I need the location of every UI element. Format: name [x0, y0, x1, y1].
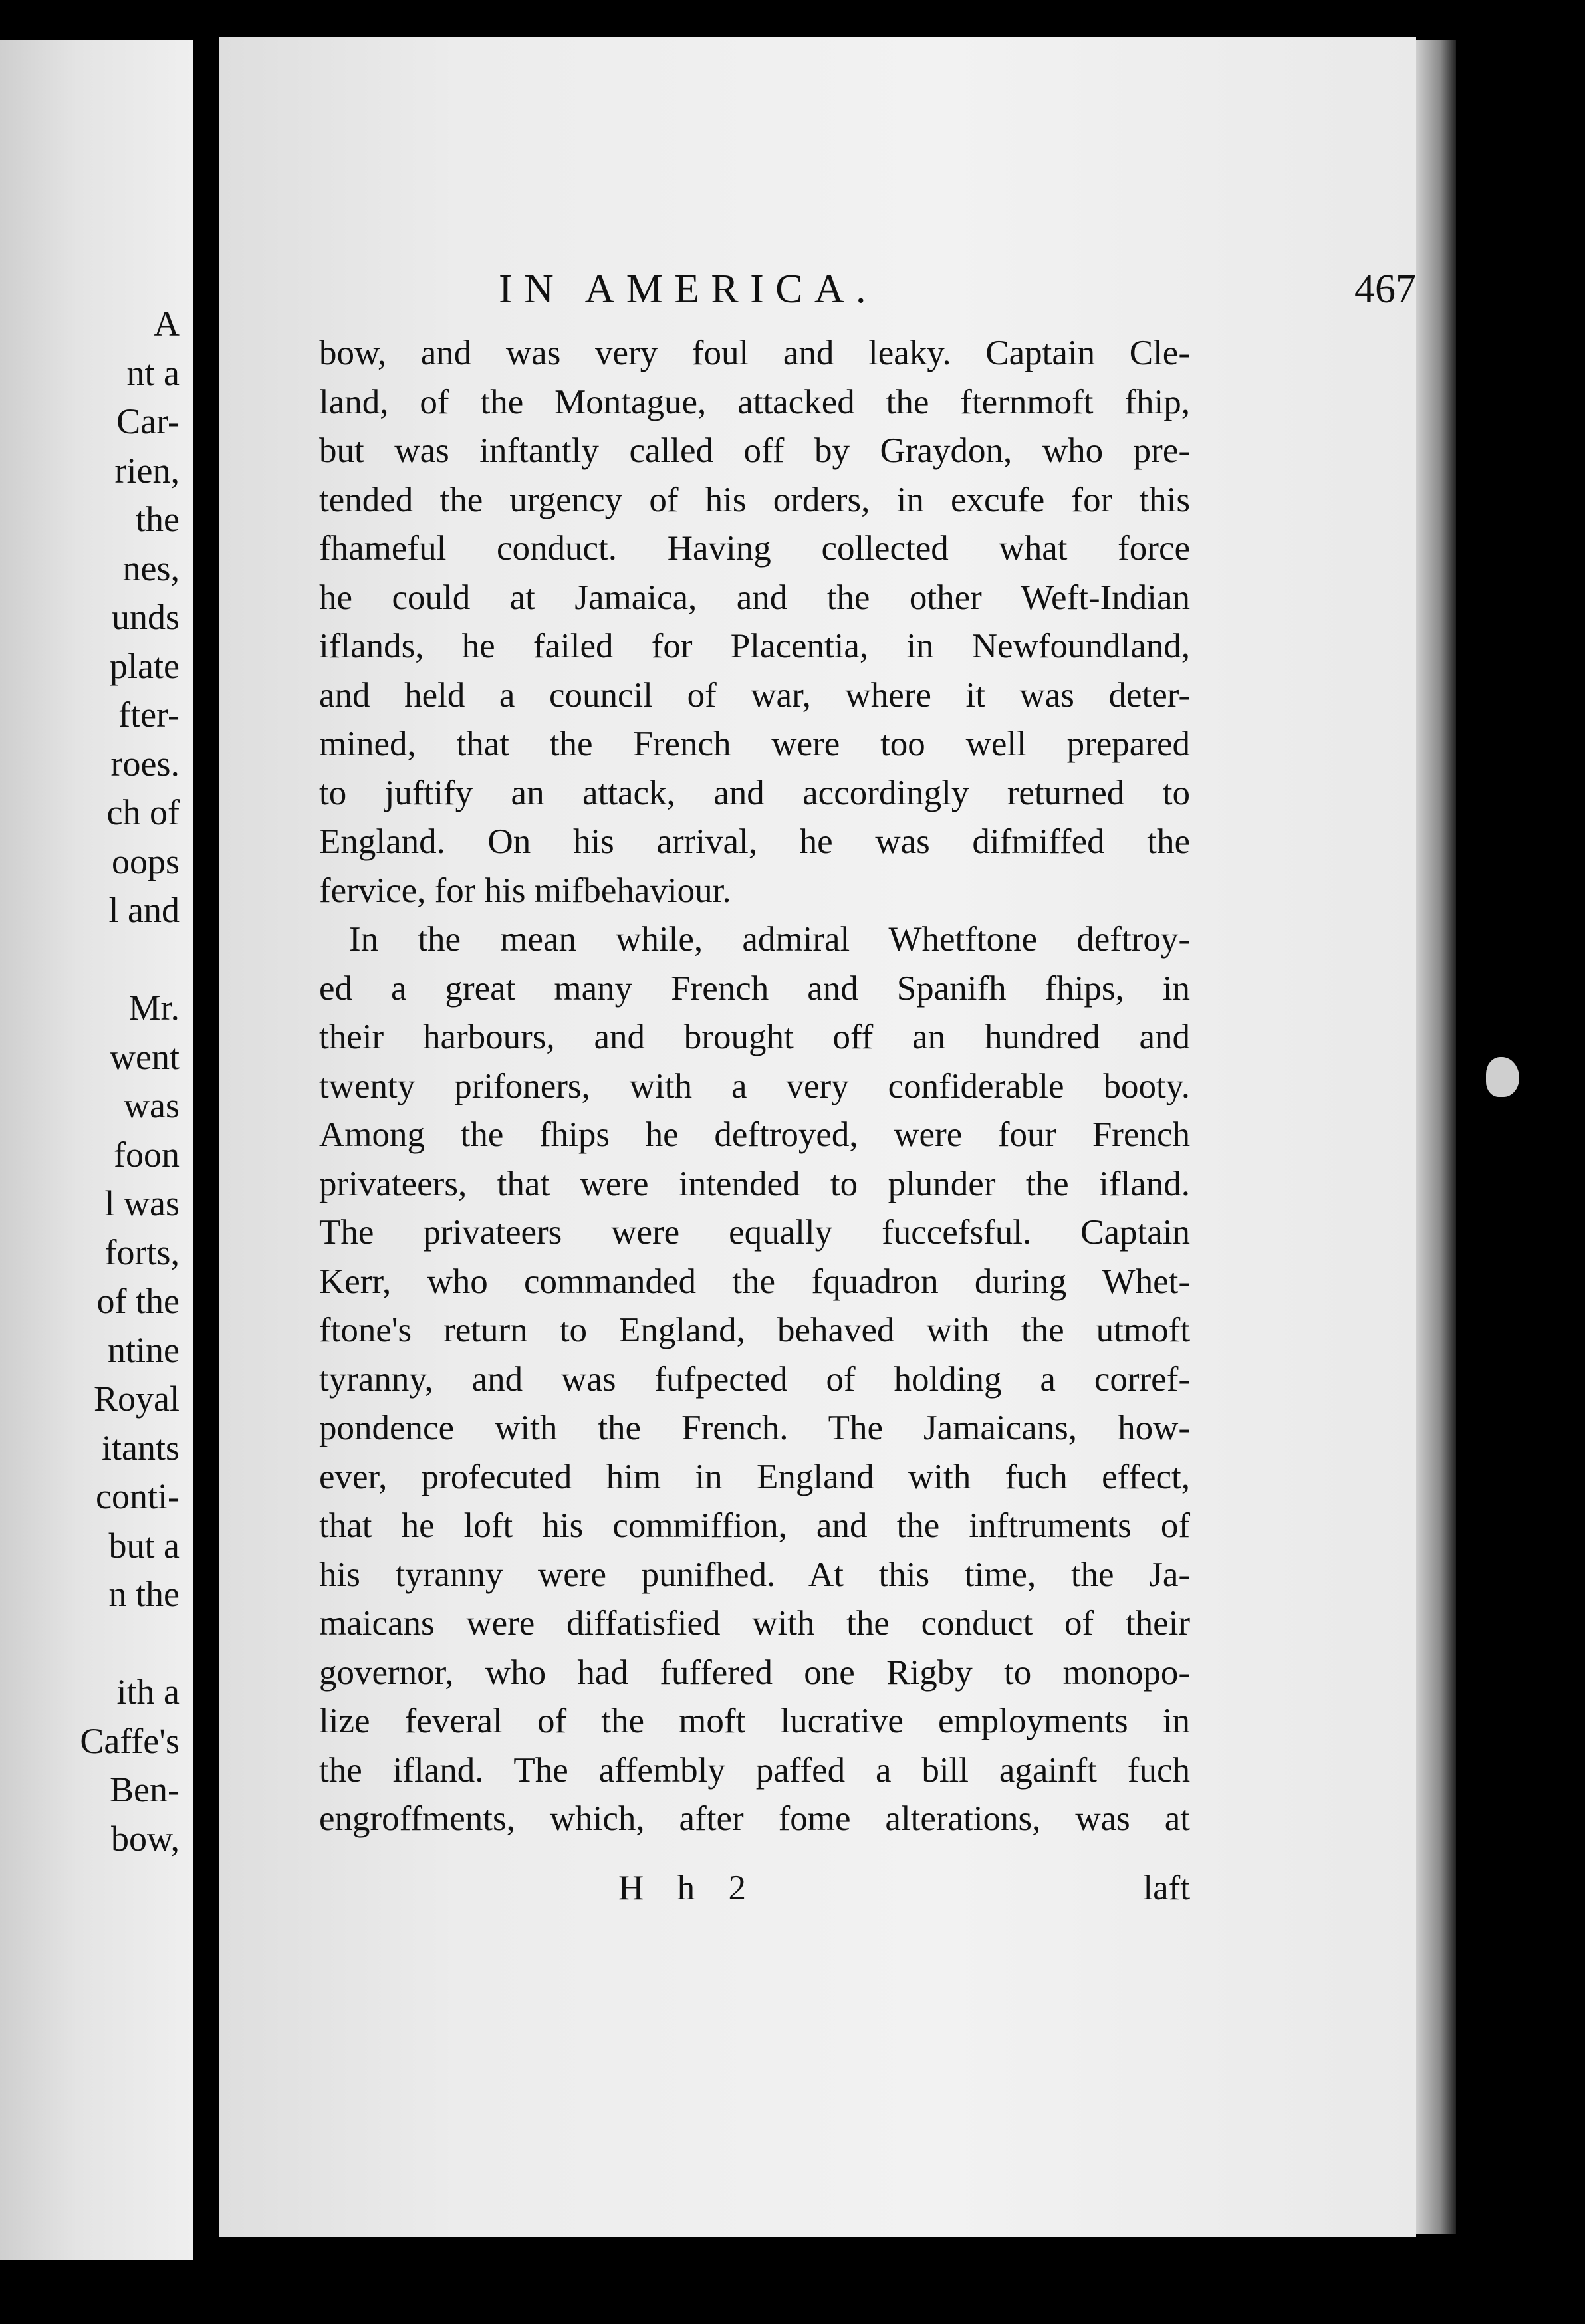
signature-mark: H h 2 [618, 1869, 759, 1907]
left-page-line: rien, [114, 450, 180, 491]
text-line: governor, who had fuffered one Rigby to monopo- [319, 1653, 1190, 1692]
left-page-line: fter- [118, 695, 180, 735]
left-page-line: bow, [111, 1818, 180, 1859]
page-number: 467 [1354, 267, 1416, 312]
text-line: he could at Jamaica, and the other Weft-Indian [319, 578, 1190, 617]
text-line: their harbours, and brought off an hundred and [319, 1018, 1190, 1056]
left-page-line: itants [102, 1427, 180, 1468]
text-line: tended the urgency of his orders, in excufe for this [319, 480, 1190, 519]
text-line: iflands, he failed for Placentia, in Newfoundland, [319, 627, 1190, 665]
text-line: ed a great many French and Spanifh fhips, in [319, 969, 1190, 1008]
left-page-line: went [110, 1036, 180, 1077]
left-page-line: Caffe's [80, 1720, 180, 1761]
text-line: privateers, that were intended to plunder the ifland. [319, 1164, 1190, 1203]
text-line: bow, and was very foul and leaky. Captain Cle- [319, 334, 1190, 372]
body-text [319, 329, 1190, 1844]
text-line: In the mean while, admiral Whetftone deftroy- [349, 920, 1190, 959]
text-line: lize feveral of the moft lucrative employments in [319, 1702, 1190, 1740]
left-page-line: oops [111, 841, 180, 881]
text-line: ftone's return to England, behaved with the utmoft [319, 1311, 1190, 1349]
text-line: Among the fhips he deftroyed, were four French [319, 1115, 1190, 1154]
text-line: twenty prifoners, with a very confiderable booty. [319, 1066, 1190, 1105]
page-footer [319, 1868, 1190, 1921]
text-line: engroffments, which, after fome alterations, was at [319, 1800, 1190, 1838]
text-line: to juftify an attack, and accordingly returned to [319, 773, 1190, 812]
text-line: Kerr, who commanded the fquadron during Whet- [319, 1262, 1190, 1301]
text-line: maicans were diffatisfied with the conduct of their [319, 1604, 1190, 1643]
left-page-line: ch of [106, 792, 180, 832]
text-line: The privateers were equally fuccefsful. Captain [319, 1213, 1190, 1252]
left-page-fragment [0, 40, 193, 2260]
left-page-line: unds [111, 597, 180, 637]
left-page-line: nt a [126, 352, 180, 393]
text-line: tyranny, and was fufpected of holding a corref- [319, 1359, 1190, 1399]
text-line: that he loft his commiffion, and the inftruments of [319, 1506, 1190, 1545]
left-page-line: nes, [122, 548, 180, 588]
text-line: land, of the Montague, attacked the fternmoft fhip, [319, 382, 1190, 421]
left-page-line: plate [110, 645, 180, 686]
left-page-line: the [136, 499, 180, 539]
text-line: the ifland. The affembly paffed a bill againft fuch [319, 1750, 1190, 1790]
text-line: but was inftantly called off by Graydon, who pre- [319, 431, 1190, 470]
text-line: pondence with the French. The Jamaicans, how- [319, 1409, 1190, 1447]
left-page-line: forts, [104, 1232, 180, 1272]
running-title: IN AMERICA. [499, 267, 878, 312]
left-page-line: ith a [116, 1672, 180, 1712]
page-edge-shadow [1416, 40, 1456, 2234]
left-page-line: Royal [94, 1379, 180, 1419]
left-page-line: l was [104, 1183, 180, 1223]
text-line: and held a council of war, where it was deter- [319, 675, 1190, 715]
text-line: mined, that the French were too well prepared [319, 725, 1190, 763]
scan-speck [1486, 1057, 1519, 1097]
left-page-line: Car- [116, 402, 180, 441]
left-page-line: Ben- [110, 1770, 180, 1809]
text-line: fhameful conduct. Having collected what force [319, 529, 1190, 568]
running-head [499, 266, 1416, 319]
left-page-line: but a [108, 1525, 180, 1566]
left-page-line: A [154, 304, 180, 344]
left-page-line: foon [114, 1134, 180, 1175]
text-line: England. On his arrival, he was difmiffed the [319, 822, 1190, 861]
left-page-line: roes. [110, 743, 180, 784]
left-page-line: n the [108, 1574, 180, 1614]
catchword: laft [1143, 1869, 1190, 1907]
left-page-line: l and [108, 890, 180, 930]
left-page-line: conti- [96, 1476, 180, 1516]
book-page [219, 37, 1416, 2237]
left-page-line: of the [96, 1281, 180, 1321]
text-line: his tyranny were punifhed. At this time, the Ja- [319, 1555, 1190, 1594]
text-line: ever, profecuted him in England with fuch effect, [319, 1457, 1190, 1496]
left-page-line: ntine [108, 1330, 180, 1370]
left-page-line: was [124, 1086, 180, 1125]
left-page-line: Mr. [128, 988, 180, 1028]
book-gutter [193, 0, 219, 2324]
text-line: fervice, for his mifbehaviour. [319, 871, 731, 910]
